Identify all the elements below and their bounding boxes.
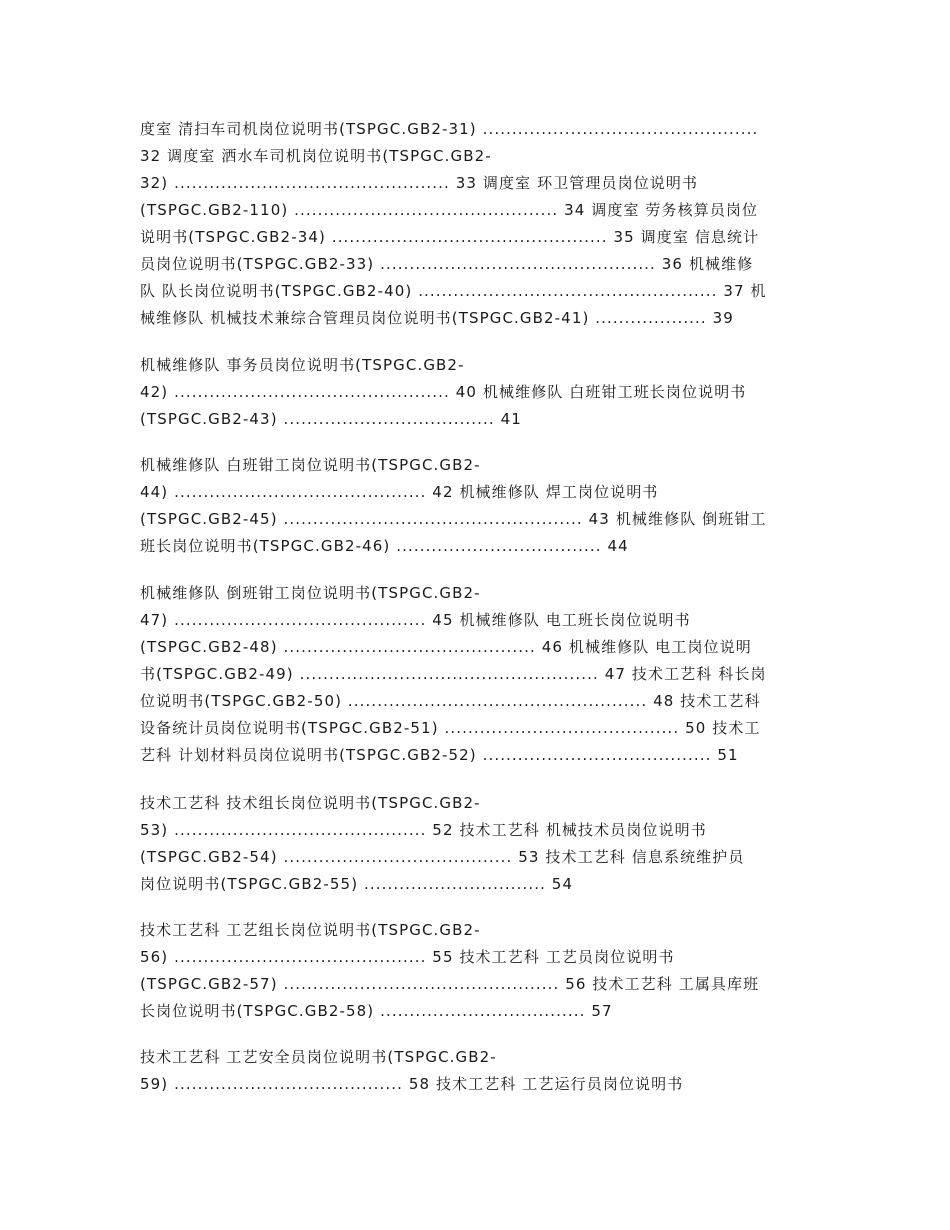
toc-line: 书(TSPGC.GB2-49) ................................................... 47 技术工艺科 科长岗 [140, 665, 767, 683]
toc-line: 59) ....................................... 58 技术工艺科 工艺运行员岗位说明书 [140, 1075, 684, 1093]
toc-line: 械维修队 机械技术兼综合管理员岗位说明书(TSPGC.GB2-41) ................... 39 [140, 309, 734, 327]
toc-line: 32 调度室 洒水车司机岗位说明书(TSPGC.GB2- [140, 147, 492, 165]
toc-line: 员岗位说明书(TSPGC.GB2-33) ............................................... 36 机械维修 [140, 255, 754, 273]
toc-line: 机械维修队 白班钳工岗位说明书(TSPGC.GB2- [140, 456, 481, 474]
toc-line: 44) ........................................... 42 机械维修队 焊工岗位说明书 [140, 483, 659, 501]
toc-line: 53) ........................................... 52 技术工艺科 机械技术员岗位说明书 [140, 821, 707, 839]
toc-line: 56) ........................................... 55 技术工艺科 工艺员岗位说明书 [140, 948, 675, 966]
toc-line: 42) ............................................... 40 机械维修队 白班钳工班长岗位说明书 [140, 383, 747, 401]
toc-paragraph [140, 452, 815, 560]
toc-paragraph [140, 1044, 815, 1098]
toc-paragraph [140, 352, 815, 433]
toc-line: (TSPGC.GB2-43) .................................... 41 [140, 410, 522, 428]
toc-line: 机械维修队 倒班钳工岗位说明书(TSPGC.GB2- [140, 584, 481, 602]
toc-paragraph [140, 917, 815, 1025]
toc-line: 位说明书(TSPGC.GB2-50) ................................................... 48 技术工艺科 [140, 692, 761, 710]
toc-line: 度室 清扫车司机岗位说明书(TSPGC.GB2-31) ............................................... [140, 120, 759, 138]
toc-line: 设备统计员岗位说明书(TSPGC.GB2-51) ........................................ 50 技术工 [140, 719, 761, 737]
toc-line: 队 队长岗位说明书(TSPGC.GB2-40) ................................................... 37 机 [140, 282, 767, 300]
toc-paragraph [140, 116, 815, 332]
toc-line: (TSPGC.GB2-57) ............................................... 56 技术工艺科 工属具库班 [140, 975, 760, 993]
toc-line: (TSPGC.GB2-110) ............................................. 34 调度室 劳务核算员岗位 [140, 201, 759, 219]
toc-line: (TSPGC.GB2-48) ........................................... 46 机械维修队 电工岗位说明 [140, 638, 752, 656]
toc-paragraph [140, 580, 815, 769]
toc-paragraph [140, 790, 815, 898]
toc-line: 长岗位说明书(TSPGC.GB2-58) ................................... 57 [140, 1002, 613, 1020]
toc-line: (TSPGC.GB2-54) ....................................... 53 技术工艺科 信息系统维护员 [140, 848, 745, 866]
toc-line: (TSPGC.GB2-45) ................................................... 43 机械维修队 倒班钳工 [140, 510, 767, 528]
toc-line: 艺科 计划材料员岗位说明书(TSPGC.GB2-52) ....................................... 51 [140, 746, 739, 764]
toc-line: 说明书(TSPGC.GB2-34) ............................................... 35 调度室 信息统计 [140, 228, 760, 246]
toc-line: 技术工艺科 技术组长岗位说明书(TSPGC.GB2- [140, 794, 481, 812]
toc-line: 技术工艺科 工艺组长岗位说明书(TSPGC.GB2- [140, 921, 481, 939]
toc-line: 机械维修队 事务员岗位说明书(TSPGC.GB2- [140, 356, 465, 374]
toc-line: 班长岗位说明书(TSPGC.GB2-46) ................................... 44 [140, 537, 629, 555]
toc-line: 47) ........................................... 45 机械维修队 电工班长岗位说明书 [140, 611, 691, 629]
toc-line: 技术工艺科 工艺安全员岗位说明书(TSPGC.GB2- [140, 1048, 497, 1066]
toc-line: 32) ............................................... 33 调度室 环卫管理员岗位说明书 [140, 174, 699, 192]
toc-line: 岗位说明书(TSPGC.GB2-55) ............................... 54 [140, 875, 574, 893]
